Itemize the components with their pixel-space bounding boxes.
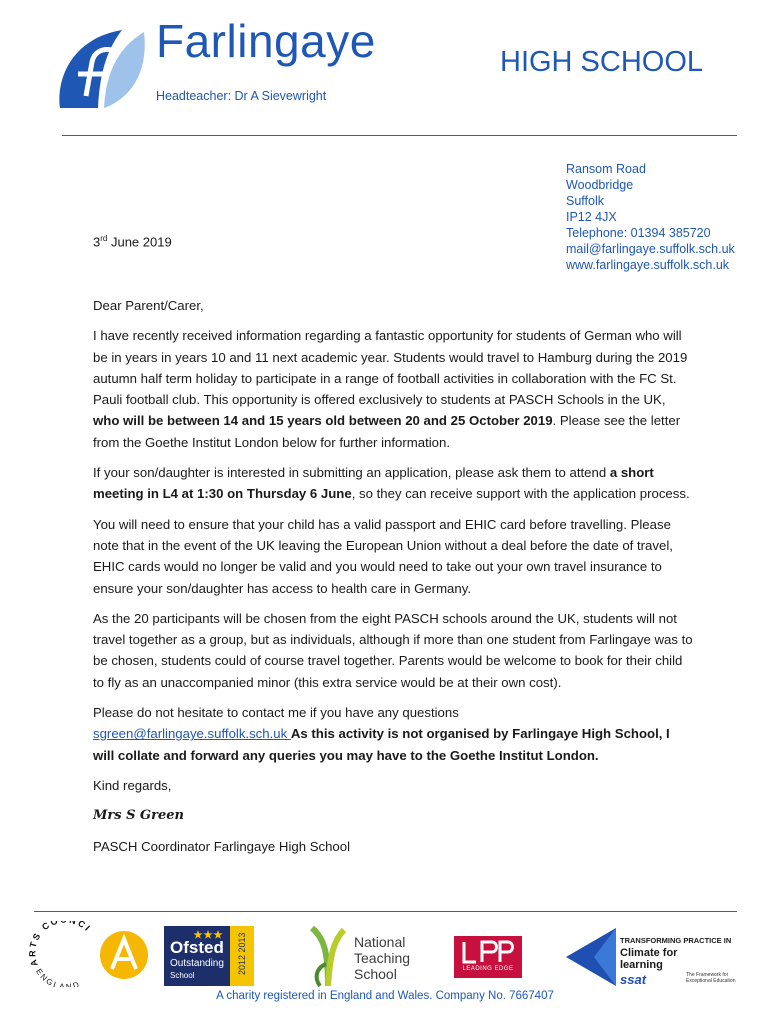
closing: Kind regards, xyxy=(93,777,172,793)
arts-council-text-bottom: ENGLAND xyxy=(34,967,83,987)
school-name: Farlingaye xyxy=(156,15,376,67)
leading-edge-logo xyxy=(454,936,522,978)
climate-triangle-icon xyxy=(564,926,616,988)
climate-for-learning-logo xyxy=(564,926,740,988)
footer-divider xyxy=(34,911,737,912)
ofsted-type: School xyxy=(170,971,195,980)
signoff: PASCH Coordinator Farlingaye High School xyxy=(93,838,351,854)
address-telephone: Telephone: 01394 385720 xyxy=(566,226,711,240)
address-email[interactable]: mail@farlingaye.suffolk.sch.uk xyxy=(566,242,735,256)
paragraph-3: You will need to ensure that your child has a valid passport and EHIC card before travelling. Please note that in the event of the UK leaving the European Union without a deal before the date of travel, EHIC cards would no longer be valid and you would need to take out your own travel insurance to ensure your son/daughter has access to health care in Germany. xyxy=(93,516,673,596)
climate-line-3: learning xyxy=(620,959,663,971)
salutation: Dear Parent/Carer, xyxy=(93,298,204,313)
arts-council-text-top: ARTS CO CI xyxy=(27,921,94,968)
national-teaching-school-logo xyxy=(306,922,416,990)
paragraph-4: As the 20 participants will be chosen from the eight PASCH schools around the UK, students will not travel together as a group, but as individuals, although if more than one student from Farlingaye was to be chosen, students could of course travel together. Parents would be welcome to book for their child to fly as an unaccompanied minor (this extra service would be at their own cost). xyxy=(93,610,693,690)
contact-email-link[interactable]: sgreen@farlingaye.suffolk.sch.uk xyxy=(93,726,291,742)
school-address xyxy=(566,161,735,273)
header-divider xyxy=(62,135,737,136)
nts-line-3: School xyxy=(354,966,397,982)
signature: Mrs S Green xyxy=(93,808,184,824)
arts-council-logo xyxy=(26,921,152,987)
svg-text:ARTS COUNCIL xyxy=(26,921,93,967)
ssat-label: ssat xyxy=(620,972,647,987)
school-suffix: HIGH SCHOOL xyxy=(500,46,704,78)
ofsted-title: Ofsted xyxy=(170,938,224,957)
leading-edge-mark-icon xyxy=(462,940,514,964)
nts-line-2: Teaching xyxy=(354,950,411,966)
paragraph-1: I have recently received information regarding a fantastic opportunity for students of German who will be in years in years 10 and 11 next academic year. Students would travel to Hamburg during the 2019 autumn half term holiday to participate in a range of football activities in collaboration with the FC St. Pauli football club. This opportunity is offered exclusively to students at PASCH Schools in the UK, who will be between 14 and 15 years old between 20 and 25 October 2019. Please see the letter from the Goethe Institut London below for further information. xyxy=(93,328,688,450)
address-county: Suffolk xyxy=(566,194,604,208)
date-day: 3 xyxy=(93,234,101,250)
school-logo-icon xyxy=(52,26,148,112)
ofsted-years: 2012 2013 xyxy=(237,932,247,975)
leading-edge-label: LEADING EDGE xyxy=(462,966,514,972)
address-website[interactable]: www.farlingaye.suffolk.sch.uk xyxy=(566,258,730,272)
headteacher-name: Headteacher: Dr A Sievewright xyxy=(156,89,327,103)
address-postcode: IP12 4JX xyxy=(566,210,617,224)
paragraph-2: If your son/daughter is interested in submitting an application, please ask them to attend a short meeting in L4 at 1:30 on Thursday 6 June, so they can receive support with the application process. xyxy=(93,465,690,502)
letter-date xyxy=(93,234,172,249)
nts-leaf-icon xyxy=(306,924,350,988)
ofsted-grade: Outstanding xyxy=(170,958,224,969)
ssat-subtitle: The Framework for Exceptional Education xyxy=(686,972,736,984)
date-suffix: rd xyxy=(100,234,108,243)
date-rest: June 2019 xyxy=(107,234,172,250)
letter-body xyxy=(93,295,693,866)
address-town: Woodbridge xyxy=(566,178,634,192)
ofsted-logo xyxy=(164,926,254,986)
address-street: Ransom Road xyxy=(566,162,646,176)
charity-statement: A charity registered in England and Wales. Company No. 7667407 xyxy=(216,990,554,1002)
paragraph-5: Please do not hesitate to contact me if you have any questions sgreen@farlingaye.suffolk.sch.uk As this activity is not organised by Farlingaye High School, I will collate and forward any queries you may have to the Goethe Institut London. xyxy=(93,705,670,763)
climate-line-2: Climate for xyxy=(620,947,678,959)
climate-line-1: TRANSFORMING PRACTICE IN xyxy=(620,936,732,945)
nts-line-1: National xyxy=(354,934,406,950)
svg-text:ENGLAND xyxy=(34,967,82,987)
